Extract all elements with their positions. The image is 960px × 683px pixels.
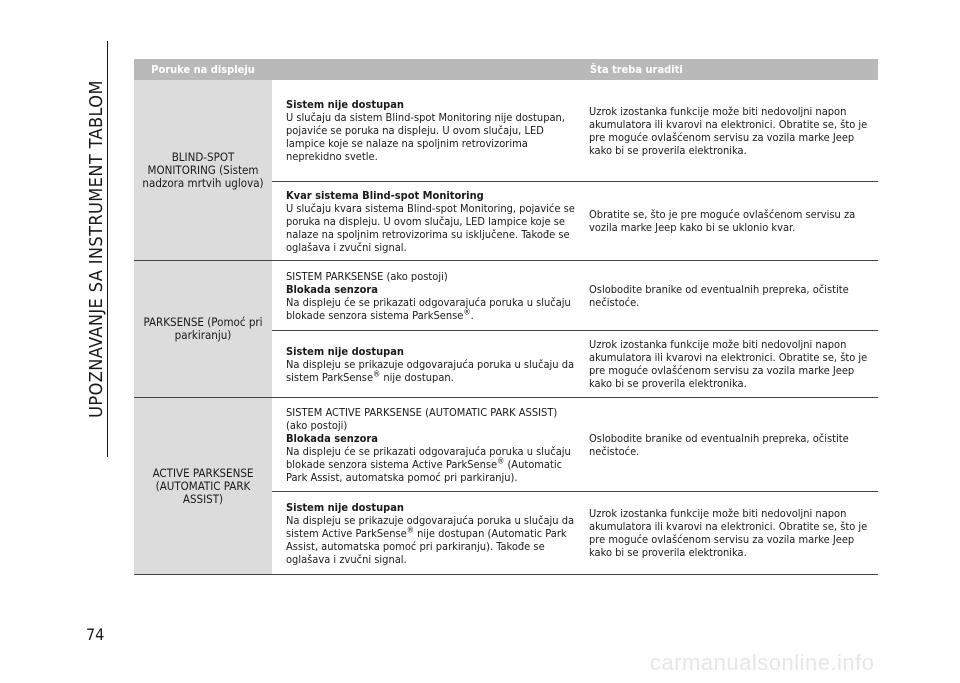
table-row: [272, 182, 878, 260]
action-cell: Uzrok izostanka funkcije može biti nedovoljni napon akumulatora ili kvarovi na elektronici. Obratite se, što je pre moguće ovlašćenom servisu za vozila marke Jeep kako bi se proverila elektronika.: [589, 338, 868, 390]
group-label: ACTIVE PARKSENSE (AUTOMATIC PARK ASSIST): [134, 398, 272, 574]
group-rows: [272, 261, 878, 397]
message-text-end: nije dostupan.: [380, 370, 454, 384]
message-title: Blokada senzora: [286, 431, 378, 445]
message-cell: [272, 406, 581, 484]
registered-mark: ®: [497, 455, 505, 465]
section-title-text: UPOZNAVANJE SA INSTRUMENT TABLOM: [86, 41, 108, 457]
group-rows: [272, 80, 878, 260]
message-text-end: .: [470, 308, 474, 322]
table-header: [134, 59, 878, 80]
message-text: Na displeju će se prikazati odgovarajuća poruka u slučaju blokade senzora sistema Active ParkSense: [286, 444, 571, 471]
table-group-blind-spot: [134, 80, 878, 261]
group-label: PARKSENSE (Pomoć pri parkiranju): [134, 261, 272, 397]
action-cell: Oslobodite branike od eventualnih prepreka, očistite nečistoće.: [589, 282, 849, 309]
messages-table: [134, 59, 878, 575]
message-title: Sistem nije dostupan: [286, 500, 404, 514]
table-row: [272, 398, 878, 492]
header-messages: Poruke na displeju: [151, 63, 255, 76]
action-cell: Oslobodite branike od eventualnih prepreka, očistite nečistoće.: [589, 431, 849, 458]
table-group-parksense: [134, 261, 878, 398]
group-label: BLIND-SPOT MONITORING (Sistem nadzora mrtvih uglova): [134, 80, 272, 260]
table-row: [272, 331, 878, 397]
header-actions: Šta treba uraditi: [590, 63, 683, 76]
message-text: Na displeju se prikazuje odgovarajuća poruka u slučaju da sistem Active ParkSense: [286, 513, 575, 540]
message-text: Na displeju će se prikazati odgovarajuća poruka u slučaju blokade senzora sistema ParkSense: [286, 295, 571, 322]
message-cell: [272, 189, 581, 254]
message-text-end: (Automatic Park Assist, automatska pomoć pri parkiranju).: [286, 457, 563, 484]
message-text: Na displeju se prikazuje odgovarajuća poruka u slučaju da sistem ParkSense: [286, 357, 575, 384]
message-text-end: nije dostupan (Automatic Park Assist, automatska pomoć pri parkiranju). Takođe se oglašava i zvučni signal.: [286, 526, 567, 566]
message-cell: [272, 270, 581, 322]
group-rows: [272, 398, 878, 574]
message-title: Sistem nije dostupan: [286, 98, 404, 111]
message-title: Kvar sistema Blind-spot Monitoring: [286, 188, 484, 202]
message-cell: [272, 98, 581, 163]
table-row: [272, 80, 878, 182]
message-text: U slučaju kvara sistema Blind-spot Monitoring, pojaviće se poruka na displeju. U ovom slučaju, LED lampice koje se nalaze na spoljnim retrovizorima su isključene. Takođe se oglašava i zvučni signal.: [286, 201, 575, 254]
message-text: U slučaju da sistem Blind-spot Monitoring nije dostupan, pojaviće se poruka na displeju. U ovom slučaju, LED lampice koje se nalaze na spoljnim retrovizorima neprekidno svetle.: [286, 111, 565, 163]
message-system: SISTEM PARKSENSE (ako postoji): [286, 269, 448, 283]
message-title: Sistem nije dostupan: [286, 344, 404, 358]
action-cell: Uzrok izostanka funkcije može biti nedovoljni napon akumulatora ili kvarovi na elektronici. Obratite se, što je pre moguće ovlašćenom servisu za vozila marke Jeep kako bi se proverila elektronika.: [589, 104, 868, 157]
page-number: 74: [86, 625, 105, 644]
action-cell: Uzrok izostanka funkcije može biti nedovoljni napon akumulatora ili kvarovi na elektronici. Obratite se, što je pre moguće ovlašćenom servisu za vozila marke Jeep kako bi se proverila elektronika.: [589, 507, 868, 559]
section-side-title: [80, 40, 114, 460]
message-cell: [272, 345, 581, 384]
message-cell: [272, 501, 581, 566]
registered-mark: ®: [373, 368, 381, 378]
registered-mark: ®: [463, 306, 471, 316]
registered-mark: ®: [406, 524, 414, 534]
action-cell: Obratite se, što je pre moguće ovlašćenom servisu za vozila marke Jeep kako bi se uklonio kvar.: [589, 208, 856, 234]
table-group-active-parksense: [134, 398, 878, 575]
header-spacer: [275, 59, 582, 80]
message-title: Blokada senzora: [286, 282, 378, 296]
watermark-text: carmanualsonline.info: [650, 650, 875, 675]
table-row: [272, 261, 878, 331]
table-row: [272, 492, 878, 574]
message-system: SISTEM ACTIVE PARKSENSE (AUTOMATIC PARK ASSIST) (ako postoji): [286, 405, 558, 432]
